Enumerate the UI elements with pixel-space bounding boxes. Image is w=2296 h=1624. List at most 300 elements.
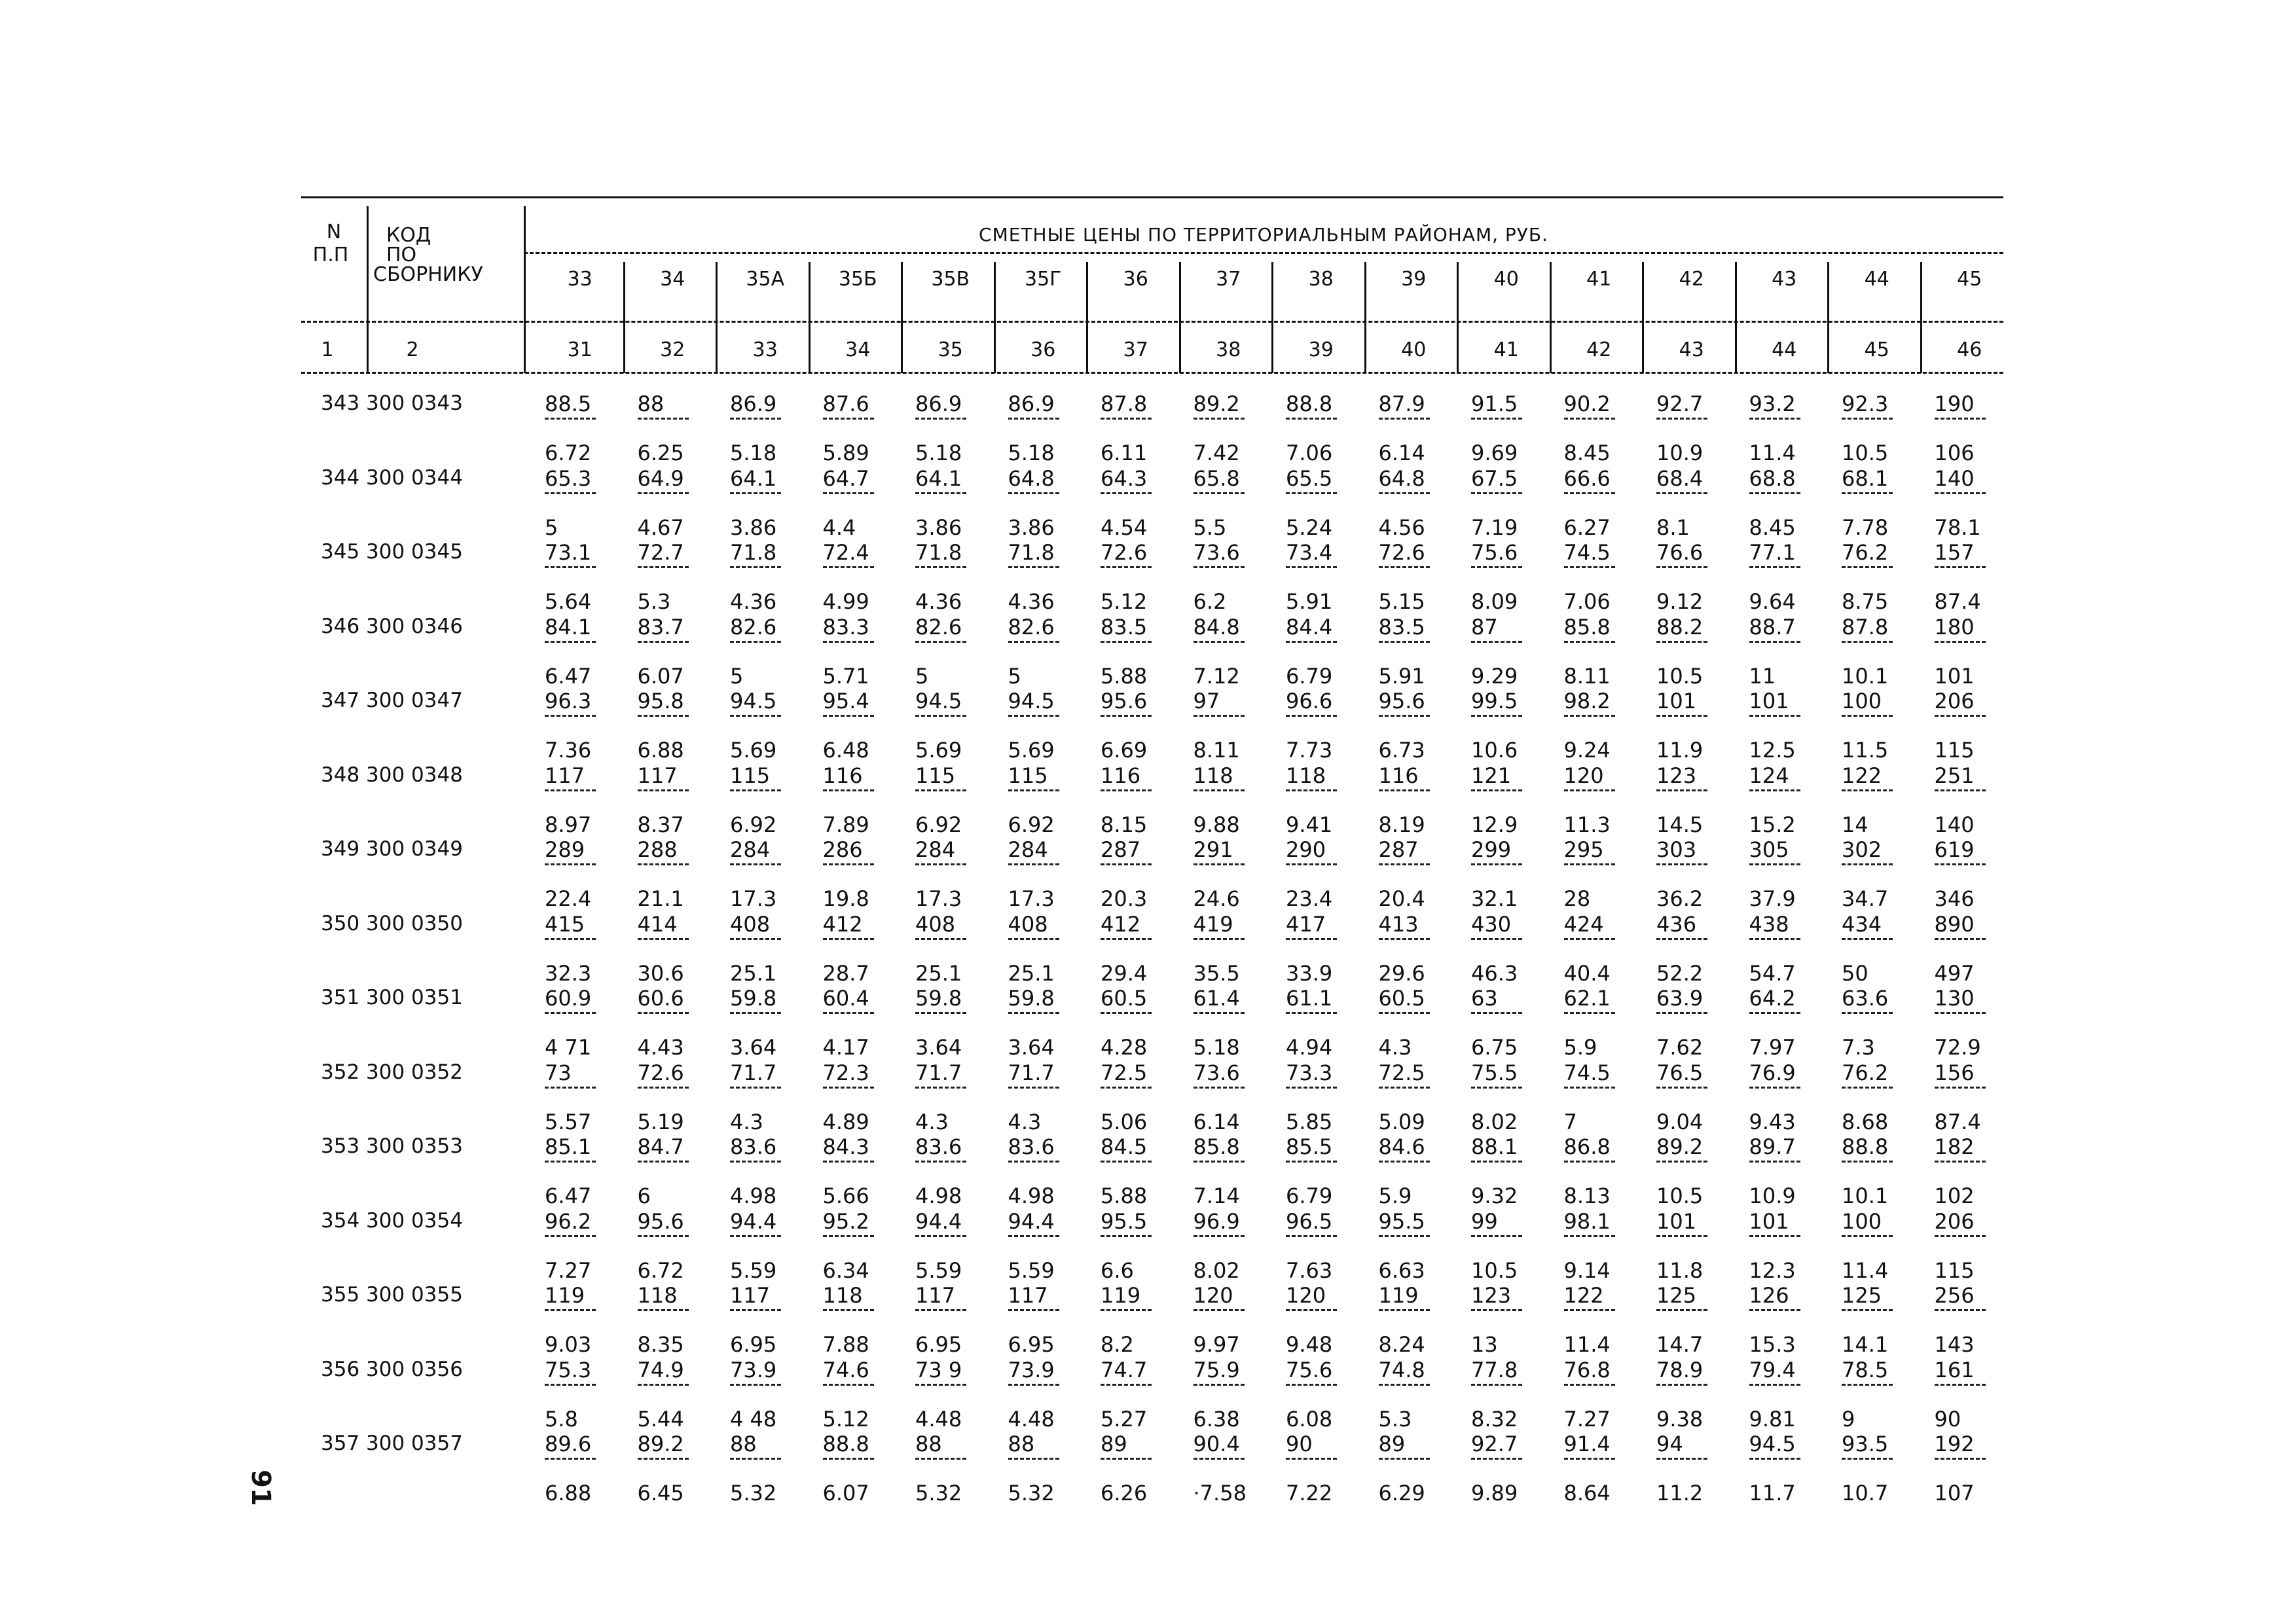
table-cell-top: 73.4 [1286, 540, 1333, 565]
fraction-bar [1008, 1087, 1059, 1089]
fraction-bar [1101, 789, 1152, 791]
table-cell-bottom: 7.06 [1563, 589, 1611, 614]
fraction-bar [1194, 938, 1245, 940]
table-cell-bottom: 8.24 [1378, 1332, 1425, 1357]
fraction-bar [1194, 1458, 1245, 1460]
colnum-cell: 35 [938, 338, 963, 361]
table-cell-top: 71.8 [1008, 540, 1055, 565]
region-header-cell: 37 [1216, 268, 1241, 291]
fraction-bar [638, 418, 689, 420]
table-cell-top: 74.9 [637, 1357, 684, 1382]
table-cell-bottom: 6.69 [1101, 738, 1148, 763]
table-cell-bottom: 4.99 [822, 589, 869, 614]
row-code-label: 357 300 0357 [321, 1432, 463, 1455]
table-cell-top: 88.5 [545, 391, 592, 416]
region-header-cell: 35В [931, 268, 970, 291]
table-cell-top: 89.2 [637, 1432, 684, 1456]
fraction-bar [1379, 1384, 1430, 1386]
fraction-bar [638, 492, 689, 494]
fraction-bar [1935, 492, 1986, 494]
colnum-cell: 44 [1772, 338, 1797, 361]
table-cell-top: 84.3 [822, 1134, 869, 1159]
table-cell-bottom: 4.43 [637, 1035, 684, 1060]
fraction-bar [1935, 418, 1986, 420]
table-cell-bottom: 15.2 [1749, 812, 1796, 837]
region-header-cell: 36 [1123, 268, 1148, 291]
table-cell-bottom: 7.14 [1193, 1183, 1240, 1208]
table-cell-bottom: 4.3 [730, 1109, 763, 1134]
table-cell-bottom: 3.86 [1008, 514, 1055, 540]
fraction-bar [1101, 418, 1152, 420]
table-cell-bottom: 8.19 [1378, 812, 1425, 837]
table-cell-top: 72.5 [1101, 1060, 1148, 1085]
fraction-bar [638, 1458, 689, 1460]
header-bottom-rule [301, 372, 2003, 374]
table-cell-top: 88.8 [822, 1432, 869, 1456]
fraction-bar [1101, 1012, 1152, 1014]
table-cell-bottom: 19.8 [822, 886, 869, 911]
fraction-bar [1656, 863, 1707, 865]
fraction-bar [1749, 1161, 1800, 1163]
table-cell-bottom: 6.72 [545, 441, 592, 465]
table-cell-bottom: 8.2 [1101, 1332, 1134, 1357]
fraction-bar [915, 1309, 966, 1311]
table-cell-bottom: 35.5 [1193, 960, 1240, 986]
table-cell-bottom: 3.86 [915, 514, 962, 540]
table-cell-top: 94.5 [1008, 689, 1055, 713]
fraction-bar [1471, 715, 1522, 717]
table-cell-bottom: 8.37 [637, 812, 684, 837]
table-cell-top: 78.9 [1656, 1357, 1704, 1382]
fraction-bar [1935, 715, 1986, 717]
region-header-cell: 44 [1864, 268, 1889, 291]
table-cell-top: 84.8 [1193, 614, 1240, 640]
table-cell-top: 86.9 [730, 391, 777, 416]
fraction-bar [1101, 1309, 1152, 1311]
fraction-bar [915, 1384, 966, 1386]
table-cell-top: 286 [822, 837, 863, 862]
fraction-bar [730, 1235, 781, 1237]
table-cell-top: 61.4 [1193, 986, 1240, 1011]
fraction-bar [915, 418, 966, 420]
table-cell-bottom: 5.18 [1008, 441, 1055, 465]
table-cell-top: 86.8 [1563, 1134, 1611, 1159]
fraction-bar [1194, 418, 1245, 420]
table-cell-bottom: 4.36 [915, 589, 962, 614]
fraction-bar [638, 566, 689, 568]
table-cell-top: 94 [1656, 1432, 1683, 1456]
table-cell-bottom: 5.64 [545, 589, 592, 614]
fraction-bar [1656, 1235, 1707, 1237]
colnum-1: 1 [321, 338, 334, 361]
table-cell-top: 83.6 [1008, 1134, 1055, 1159]
fraction-bar [1286, 863, 1337, 865]
column-separator [1086, 262, 1088, 373]
table-cell-top: 86.9 [915, 391, 962, 416]
fraction-bar [1008, 938, 1059, 940]
table-cell-bottom: 4 48 [730, 1406, 777, 1432]
table-cell-top: 284 [915, 837, 956, 862]
fraction-bar [1749, 641, 1800, 643]
table-cell-bottom: 5.32 [730, 1481, 777, 1506]
table-cell-bottom: 10.5 [1471, 1257, 1518, 1283]
table-cell-top: 73.1 [545, 540, 592, 565]
table-cell-top: 64.8 [1008, 465, 1055, 491]
table-cell-top: 120 [1193, 1283, 1233, 1308]
row-code-label: 352 300 0352 [321, 1060, 463, 1084]
table-cell-bottom: 3.64 [730, 1035, 777, 1060]
fraction-bar [1101, 566, 1152, 568]
colnum-cell: 43 [1679, 338, 1704, 361]
fraction-bar [915, 492, 966, 494]
table-cell-top: 95.6 [637, 1208, 684, 1234]
fraction-bar [730, 1161, 781, 1163]
table-cell-top: 424 [1563, 911, 1604, 937]
table-cell-top: 79.4 [1749, 1357, 1796, 1382]
region-header-underline [301, 321, 2003, 323]
fraction-bar [1379, 938, 1430, 940]
table-cell-bottom: 4.3 [915, 1109, 949, 1134]
table-cell-bottom: 90 [1934, 1406, 1961, 1432]
table-cell-top: 74.7 [1101, 1357, 1148, 1382]
table-cell-top: 84.1 [545, 614, 592, 640]
table-cell-top: 93.5 [1842, 1432, 1889, 1456]
table-cell-bottom: 6.75 [1471, 1035, 1518, 1060]
table-cell-top: 180 [1934, 614, 1975, 640]
table-cell-bottom: 8.45 [1563, 441, 1611, 465]
fraction-bar [1749, 1309, 1800, 1311]
fraction-bar [545, 418, 596, 420]
table-cell-top: 88 [637, 391, 665, 416]
table-cell-bottom: 5.69 [915, 738, 962, 763]
colnum-cell: 32 [660, 338, 685, 361]
table-cell-top: 434 [1842, 911, 1882, 937]
fraction-bar [823, 1087, 874, 1089]
table-cell-top: 96.2 [545, 1208, 592, 1234]
table-cell-top: 118 [822, 1283, 863, 1308]
table-cell-top: 76.6 [1656, 540, 1704, 565]
fraction-bar [1935, 1012, 1986, 1014]
table-cell-top: 290 [1286, 837, 1326, 862]
fraction-bar [638, 1309, 689, 1311]
fraction-bar [1471, 1458, 1522, 1460]
table-cell-top: 73.6 [1193, 540, 1240, 565]
table-cell-top: 83.7 [637, 614, 684, 640]
region-header-cell: 35Г [1025, 268, 1062, 291]
table-cell-bottom: 7.88 [822, 1332, 869, 1357]
table-cell-bottom: 140 [1934, 812, 1975, 837]
table-cell-top: 73.6 [1193, 1060, 1240, 1085]
fraction-bar [730, 1458, 781, 1460]
table-cell-bottom: 6.07 [822, 1481, 869, 1506]
table-cell-bottom: 6.2 [1193, 589, 1227, 614]
table-cell-top: 84.6 [1378, 1134, 1425, 1159]
fraction-bar [1194, 715, 1245, 717]
table-cell-top: 72.6 [637, 1060, 684, 1085]
table-cell-bottom: 7.19 [1471, 514, 1518, 540]
fraction-bar [915, 1458, 966, 1460]
fraction-bar [1286, 492, 1337, 494]
table-cell-bottom: 9.69 [1471, 441, 1518, 465]
table-cell-bottom: 7.27 [545, 1257, 592, 1283]
table-cell-bottom: 22.4 [545, 886, 592, 911]
table-cell-bottom: 9.38 [1656, 1406, 1704, 1432]
fraction-bar [1471, 566, 1522, 568]
colnum-cell: 36 [1030, 338, 1056, 361]
table-cell-top: 436 [1656, 911, 1697, 937]
table-cell-bottom: 115 [1934, 1257, 1975, 1283]
table-cell-bottom: 28.7 [822, 960, 869, 986]
table-cell-top: 85.5 [1286, 1134, 1333, 1159]
fraction-bar [1842, 641, 1893, 643]
table-cell-bottom: 7.06 [1286, 441, 1333, 465]
table-cell-bottom: 5.24 [1286, 514, 1333, 540]
table-cell-top: 72.6 [1101, 540, 1148, 565]
table-cell-bottom: 6.92 [730, 812, 777, 837]
fraction-bar [1008, 418, 1059, 420]
table-cell-top: 90 [1286, 1432, 1313, 1456]
fraction-bar [1842, 789, 1893, 791]
table-cell-top: 82.6 [915, 614, 962, 640]
table-cell-top: 95.6 [1378, 689, 1425, 713]
table-cell-top: 88.1 [1471, 1134, 1518, 1159]
fraction-bar [1471, 863, 1522, 865]
table-cell-top: 96.5 [1286, 1208, 1333, 1234]
table-cell-bottom: 3.86 [730, 514, 777, 540]
table-cell-top: 88.2 [1656, 614, 1704, 640]
table-cell-top: 438 [1749, 911, 1789, 937]
page-number: 91 [245, 1470, 276, 1506]
table-cell-top: 430 [1471, 911, 1512, 937]
fraction-bar [823, 1012, 874, 1014]
price-table [301, 196, 2003, 1506]
table-cell-bottom: 29.4 [1101, 960, 1148, 986]
table-cell-bottom: 6.92 [915, 812, 962, 837]
table-cell-top: 126 [1749, 1283, 1789, 1308]
table-cell-bottom: 9.24 [1563, 738, 1611, 763]
table-cell-bottom: 40.4 [1563, 960, 1611, 986]
table-cell-bottom: 5.59 [730, 1257, 777, 1283]
table-cell-bottom: 102 [1934, 1183, 1975, 1208]
table-cell-bottom: 25.1 [730, 960, 777, 986]
fraction-bar [638, 1087, 689, 1089]
table-cell-top: 288 [637, 837, 678, 862]
region-header-cell: 43 [1772, 268, 1797, 291]
table-cell-bottom: 5.9 [1563, 1035, 1597, 1060]
table-cell-top: 206 [1934, 689, 1975, 713]
table-cell-top: 64.3 [1101, 465, 1148, 491]
table-cell-bottom: 6.95 [730, 1332, 777, 1357]
table-cell-top: 123 [1471, 1283, 1512, 1308]
table-cell-top: 94.5 [915, 689, 962, 713]
table-cell-top: 95.4 [822, 689, 869, 713]
table-cell-bottom: 4.4 [822, 514, 856, 540]
table-cell-top: 73.3 [1286, 1060, 1333, 1085]
table-cell-top: 76.8 [1563, 1357, 1611, 1382]
table-cell-bottom: 12.3 [1749, 1257, 1796, 1283]
fraction-bar [1842, 566, 1893, 568]
table-cell-top: 95.5 [1378, 1208, 1425, 1234]
table-cell-bottom: 20.3 [1101, 886, 1148, 911]
fraction-bar [1749, 938, 1800, 940]
region-header-cell: 42 [1679, 268, 1704, 291]
fraction-bar [730, 641, 781, 643]
fraction-bar [823, 863, 874, 865]
table-cell-bottom: 10.1 [1842, 1183, 1889, 1208]
table-cell-top: 72.3 [822, 1060, 869, 1085]
table-cell-bottom: 6.72 [637, 1257, 684, 1283]
table-cell-top: 75.6 [1471, 540, 1518, 565]
table-cell-bottom: 5 [915, 663, 929, 689]
fraction-bar [1656, 1458, 1707, 1460]
fraction-bar [915, 715, 966, 717]
fraction-bar [1286, 715, 1337, 717]
table-cell-top: 115 [915, 763, 956, 788]
table-top-rule [301, 196, 2003, 198]
fraction-bar [1656, 1012, 1707, 1014]
table-cell-bottom: 33.9 [1286, 960, 1333, 986]
table-cell-top: 75.3 [545, 1357, 592, 1382]
table-cell-bottom: 10.6 [1471, 738, 1518, 763]
table-cell-top: 119 [1378, 1283, 1419, 1308]
table-cell-top: 99 [1471, 1208, 1498, 1234]
fraction-bar [1008, 641, 1059, 643]
table-cell-top: 76.5 [1656, 1060, 1704, 1085]
table-cell-top: 287 [1378, 837, 1419, 862]
table-cell-top: 71.8 [915, 540, 962, 565]
fraction-bar [1842, 492, 1893, 494]
table-cell-top: 60.9 [545, 986, 592, 1011]
table-cell-top: 82.6 [1008, 614, 1055, 640]
fraction-bar [1194, 492, 1245, 494]
table-cell-top: 68.4 [1656, 465, 1704, 491]
fraction-bar [730, 863, 781, 865]
table-cell-bottom: 4.28 [1101, 1035, 1148, 1060]
table-cell-top: 256 [1934, 1283, 1975, 1308]
table-cell-bottom: 6.38 [1193, 1406, 1240, 1432]
table-cell-top: 59.8 [915, 986, 962, 1011]
fraction-bar [1379, 1309, 1430, 1311]
table-cell-bottom: 6.47 [545, 1183, 592, 1208]
table-cell-top: 76.9 [1749, 1060, 1796, 1085]
table-cell-bottom: 8.11 [1563, 663, 1611, 689]
column-separator [716, 262, 718, 373]
table-cell-top: 101 [1656, 1208, 1697, 1234]
table-cell-bottom: 24.6 [1193, 886, 1240, 911]
table-cell-bottom: 5.85 [1286, 1109, 1333, 1134]
table-cell-top: 161 [1934, 1357, 1975, 1382]
table-cell-top: 124 [1749, 763, 1789, 788]
fraction-bar [545, 863, 596, 865]
fraction-bar [1379, 492, 1430, 494]
fraction-bar [1564, 566, 1615, 568]
table-cell-top: 89 [1101, 1432, 1127, 1456]
table-cell-bottom: 9.48 [1286, 1332, 1333, 1357]
row-code-label: 356 300 0356 [321, 1357, 463, 1381]
col-n-header-line2: П.П [312, 244, 349, 266]
fraction-bar [1471, 641, 1522, 643]
fraction-bar [1564, 863, 1615, 865]
table-cell-top: 97 [1193, 689, 1220, 713]
table-cell-top: 84.5 [1101, 1134, 1148, 1159]
table-cell-top: 287 [1101, 837, 1141, 862]
fraction-bar [1471, 1235, 1522, 1237]
table-cell-top: 99.5 [1471, 689, 1518, 713]
table-cell-top: 71.7 [730, 1060, 777, 1085]
table-cell-bottom: 23.4 [1286, 886, 1333, 911]
fraction-bar [1471, 418, 1522, 420]
header-separator-n [367, 206, 369, 373]
fraction-bar [1471, 1087, 1522, 1089]
table-cell-bottom: 5.32 [915, 1481, 962, 1506]
table-cell-top: 83.5 [1378, 614, 1425, 640]
table-cell-top: 78.5 [1842, 1357, 1889, 1382]
table-cell-bottom: 5.9 [1378, 1183, 1412, 1208]
table-cell-top: 190 [1934, 391, 1975, 416]
fraction-bar [823, 938, 874, 940]
fraction-bar [1935, 566, 1986, 568]
table-cell-bottom: 497 [1934, 960, 1975, 986]
table-cell-bottom: 9.12 [1656, 589, 1704, 614]
table-cell-top: 72.4 [822, 540, 869, 565]
colnum-2: 2 [406, 338, 419, 361]
table-cell-top: 92.3 [1842, 391, 1889, 416]
table-cell-bottom: 5.18 [730, 441, 777, 465]
table-cell-bottom: 32.3 [545, 960, 592, 986]
colnum-cell: 46 [1957, 338, 1982, 361]
table-cell-bottom: 6.88 [637, 738, 684, 763]
table-cell-top: 101 [1656, 689, 1697, 713]
table-cell-bottom: 7.62 [1656, 1035, 1704, 1060]
fraction-bar [1008, 1458, 1059, 1460]
fraction-bar [1564, 938, 1615, 940]
fraction-bar [1008, 1012, 1059, 1014]
table-title: СМЕТНЫЕ ЦЕНЫ ПО ТЕРРИТОРИАЛЬНЫМ РАЙОНАМ, РУБ. [979, 224, 1548, 245]
table-cell-top: 65.5 [1286, 465, 1333, 491]
table-cell-top: 101 [1749, 689, 1789, 713]
table-cell-top: 64.9 [637, 465, 684, 491]
fraction-bar [1471, 938, 1522, 940]
table-cell-top: 92.7 [1471, 1432, 1518, 1456]
fraction-bar [1101, 1161, 1152, 1163]
fraction-bar [730, 418, 781, 420]
table-cell-bottom: 6.27 [1563, 514, 1611, 540]
colnum-cell: 31 [567, 338, 592, 361]
table-cell-top: 64.7 [822, 465, 869, 491]
table-cell-top: 60.5 [1101, 986, 1148, 1011]
fraction-bar [1286, 1458, 1337, 1460]
table-cell-top: 90.2 [1563, 391, 1611, 416]
fraction-bar [1286, 1161, 1337, 1163]
table-cell-top: 96.6 [1286, 689, 1333, 713]
table-cell-top: 116 [822, 763, 863, 788]
table-cell-bottom: 8.09 [1471, 589, 1518, 614]
table-cell-top: 94.5 [1749, 1432, 1796, 1456]
fraction-bar [1842, 1235, 1893, 1237]
fraction-bar [638, 1012, 689, 1014]
fraction-bar [915, 641, 966, 643]
fraction-bar [823, 566, 874, 568]
table-cell-bottom: 4.89 [822, 1109, 869, 1134]
table-cell-bottom: 9.64 [1749, 589, 1796, 614]
fraction-bar [1194, 1384, 1245, 1386]
table-cell-bottom: 6.29 [1378, 1481, 1425, 1506]
table-cell-bottom: 10.5 [1656, 663, 1704, 689]
table-cell-top: 87.6 [822, 391, 869, 416]
table-cell-top: 88.8 [1842, 1134, 1889, 1159]
fraction-bar [1749, 566, 1800, 568]
fraction-bar [1564, 789, 1615, 791]
